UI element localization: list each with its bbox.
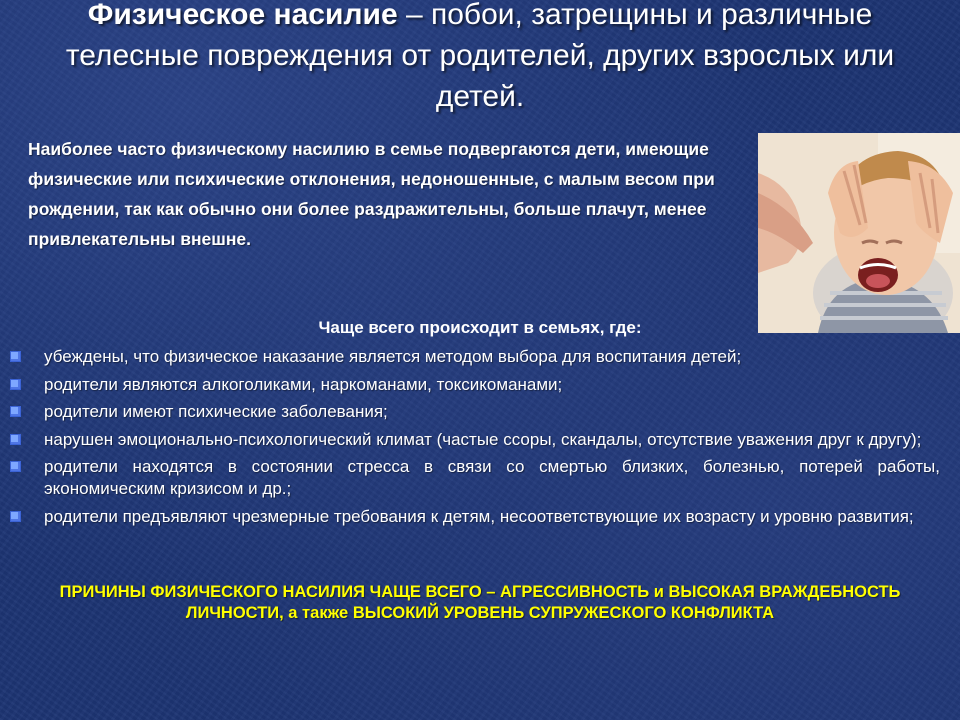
title-term: Физическое насилие: [87, 0, 398, 31]
screaming-child-photo: [758, 133, 960, 333]
list-heading-text: Чаще всего происходит в семьях, где:: [318, 318, 642, 337]
conclusion-text: [0, 582, 960, 624]
title-definition: – побои, затрещины и различные телесные повреждения от родителей, других взрослых или детей.: [65, 0, 895, 113]
intro-paragraph: Наиболее часто физическому насилию в семье подвергаются дети, имеющие физические или психические отклонения, недоношенные, с малым весом при рождении, так как обычно они более раздражительны, больше плачут, менее привлекательны внешне.: [28, 139, 715, 249]
list-item: [10, 456, 940, 500]
list-item: [10, 429, 940, 451]
square-bullet-icon: [10, 434, 21, 445]
list-item: [10, 346, 940, 368]
square-bullet-icon: [10, 406, 21, 417]
square-bullet-icon: [10, 511, 21, 522]
square-bullet-icon: [10, 351, 21, 362]
risk-factors-list: [10, 346, 940, 533]
list-heading: [0, 318, 960, 338]
list-item-text: убеждены, что физическое наказание является методом выбора для воспитания детей;: [44, 347, 742, 366]
list-item-text: родители находятся в состоянии стресса в связи со смертью близких, болезнью, потерей работы, экономическим кризисом и др.;: [44, 457, 940, 498]
conclusion-line-2: ЛИЧНОСТИ, а также ВЫСОКИЙ УРОВЕНЬ СУПРУЖЕСКОГО КОНФЛИКТА: [185, 604, 775, 622]
list-item: [10, 506, 940, 528]
conclusion-line-1: ПРИЧИНЫ ФИЗИЧЕСКОГО НАСИЛИЯ ЧАЩЕ ВСЕГО – АГРЕССИВНОСТЬ и ВЫСОКАЯ ВРАЖДЕБНОСТЬ: [59, 583, 901, 601]
slide-title: [40, 0, 920, 117]
list-item-text: родители имеют психические заболевания;: [44, 402, 388, 421]
list-item-text: нарушен эмоционально-психологический климат (частые ссоры, скандалы, отсутствие уважения друг к другу);: [44, 429, 922, 449]
list-item-text: родители предъявляют чрезмерные требования к детям, несоответствующие их возрасту и уровню развития;: [44, 506, 914, 526]
list-item-text: родители являются алкоголиками, наркоманами, токсикоманами;: [44, 374, 563, 394]
square-bullet-icon: [10, 461, 21, 472]
list-item: [10, 374, 940, 396]
list-item: [10, 401, 940, 423]
square-bullet-icon: [10, 379, 21, 390]
